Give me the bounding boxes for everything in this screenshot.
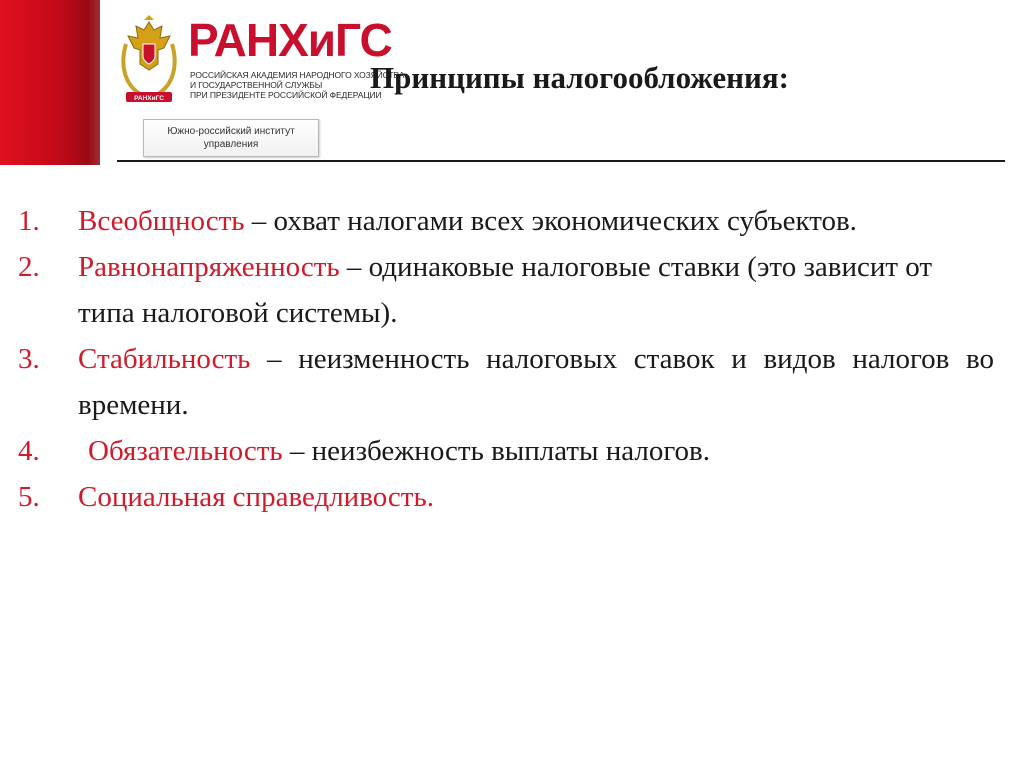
principle-number: 2.	[18, 251, 40, 283]
principle-description: – одинаковые налоговые ставки (это зависит от типа налоговой системы).	[78, 251, 933, 329]
brand-subtitle	[190, 70, 405, 100]
principle-description: – охват налогами всех экономических субъектов.	[244, 205, 857, 237]
principle-term: Всеобщность	[78, 205, 245, 237]
principle-item	[18, 244, 994, 336]
principle-content	[78, 198, 994, 244]
principle-number: 4.	[18, 435, 40, 467]
principle-content	[78, 336, 994, 428]
red-side-band	[0, 0, 100, 165]
institute-line: управления	[203, 139, 259, 150]
brand-subtitle-line: И ГОСУДАРСТВЕННОЙ СЛУЖБЫ	[190, 80, 323, 90]
principle-item	[18, 336, 994, 428]
slide-title: Принципы налогообложения:	[370, 60, 789, 95]
principle-content	[78, 474, 994, 520]
principle-term: Равнонапряженность	[78, 251, 340, 283]
principle-description: – неизменность налоговых ставок и видов налогов во времени.	[78, 343, 994, 421]
principle-item	[18, 428, 994, 474]
principle-item	[18, 198, 994, 244]
brand-subtitle-line: РОССИЙСКАЯ АКАДЕМИЯ НАРОДНОГО ХОЗЯЙСТВА	[190, 70, 405, 80]
principle-number: 3.	[18, 343, 40, 375]
principle-content	[78, 244, 994, 336]
principle-term: Социальная справедливость.	[78, 481, 434, 513]
principle-number: 5.	[18, 481, 40, 513]
principle-term: Обязательность	[88, 435, 283, 467]
principle-number: 1.	[18, 205, 40, 237]
emblem-ribbon-text: РАНХиГС	[134, 95, 164, 102]
title-divider	[117, 160, 1005, 162]
principle-term: Стабильность	[78, 343, 251, 375]
principle-description: – неизбежность выплаты налогов.	[282, 435, 710, 467]
academy-emblem-icon	[118, 14, 180, 106]
principles-list	[18, 198, 994, 520]
institute-badge	[143, 119, 319, 157]
principle-item	[18, 474, 994, 520]
brand-name: РАНХиГС	[188, 14, 392, 66]
institute-line: Южно-российский институт	[167, 126, 295, 137]
brand-subtitle-line: ПРИ ПРЕЗИДЕНТЕ РОССИЙСКОЙ ФЕДЕРАЦИИ	[190, 90, 382, 100]
principle-content	[78, 428, 994, 474]
